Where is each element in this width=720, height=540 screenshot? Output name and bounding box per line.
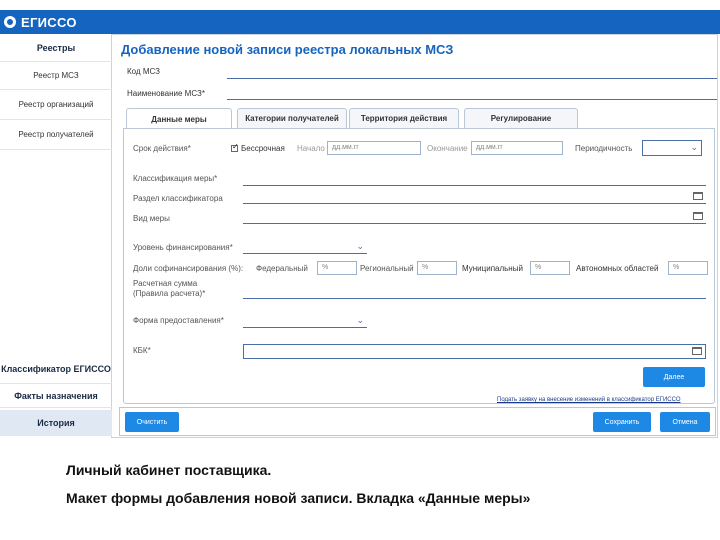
tab-regulation[interactable] xyxy=(464,108,578,128)
sidebar-item-organizations-registry[interactable] xyxy=(0,90,112,120)
sidebar-item-label: Классификатор ЕГИССО xyxy=(1,363,111,374)
regional-share-input[interactable] xyxy=(417,261,457,275)
chevron-down-icon: ⌄ xyxy=(356,241,364,251)
clear-button-label: Очистить xyxy=(136,418,168,426)
end-label: Окончание xyxy=(427,144,468,153)
classification-field[interactable] xyxy=(243,172,706,186)
next-button[interactable] xyxy=(643,367,705,387)
cancel-button-label: Отмена xyxy=(672,418,698,426)
percent-sign: % xyxy=(535,264,542,271)
list-icon[interactable] xyxy=(693,192,703,200)
next-button-label: Далее xyxy=(663,373,685,381)
term-label: Срок действия* xyxy=(133,144,191,153)
page-title: Добавление новой записи реестра локальных МСЗ xyxy=(121,42,454,57)
save-button[interactable] xyxy=(593,412,651,432)
sidebar-item-msz-registry[interactable] xyxy=(0,62,112,90)
logo-text: ЕГИССО xyxy=(21,14,77,30)
funding-level-select[interactable] xyxy=(243,240,367,254)
tab-label: Категории получателей xyxy=(245,114,339,123)
sidebar xyxy=(0,34,112,438)
save-button-label: Сохранить xyxy=(604,418,640,426)
start-date-placeholder: дд.мм.гг xyxy=(332,144,359,151)
sidebar-item-label: Реестр получателей xyxy=(18,130,94,139)
sidebar-item-label: История xyxy=(37,418,75,428)
autonomous-share-input[interactable] xyxy=(668,261,708,275)
calc-sum-field[interactable] xyxy=(243,285,706,299)
caption-line-1: Личный кабинет поставщика. xyxy=(66,462,272,478)
calc-sum-label: Расчетная сумма (Правила расчета)* xyxy=(133,279,206,298)
start-date-input[interactable] xyxy=(327,141,421,155)
chevron-down-icon: ⌄ xyxy=(690,142,698,152)
tab-label: Территория действия xyxy=(360,114,448,123)
federal-label: Федеральный xyxy=(256,264,308,273)
municipal-label: Муниципальный xyxy=(462,264,523,273)
cancel-button[interactable] xyxy=(660,412,710,432)
autonomous-label: Автономных областей xyxy=(576,264,659,273)
provision-form-select[interactable] xyxy=(243,314,367,328)
classifier-change-request-link[interactable]: Подать заявку на внесение изменений в классификатор ЕГИССО xyxy=(497,397,681,403)
app-logo[interactable] xyxy=(4,12,77,32)
classifier-section-label: Раздел классификатора xyxy=(133,194,223,203)
percent-sign: % xyxy=(673,264,680,271)
code-label: Код МСЗ xyxy=(127,67,161,76)
top-bar xyxy=(0,10,720,34)
tab-territory[interactable] xyxy=(349,108,459,128)
action-bar xyxy=(119,407,716,436)
sidebar-item-label: Реестры xyxy=(36,42,76,53)
periodicity-select[interactable] xyxy=(642,140,702,156)
sidebar-item-classifier[interactable] xyxy=(0,354,112,384)
indefinite-checkbox[interactable] xyxy=(231,145,238,152)
logo-icon xyxy=(4,16,16,28)
measure-type-field[interactable] xyxy=(243,210,706,224)
sidebar-item-recipients-registry[interactable] xyxy=(0,120,112,150)
tab-recipient-categories[interactable] xyxy=(237,108,347,128)
name-label: Наименование МСЗ* xyxy=(127,89,205,98)
indefinite-label: Бессрочная xyxy=(241,144,285,153)
start-label: Начало xyxy=(297,144,325,153)
percent-sign: % xyxy=(422,264,429,271)
list-icon[interactable] xyxy=(692,347,702,355)
clear-button[interactable] xyxy=(125,412,179,432)
end-date-placeholder: дд.мм.гг xyxy=(476,144,503,151)
provision-form-label: Форма предоставления* xyxy=(133,316,224,325)
sidebar-item-registries[interactable] xyxy=(0,34,112,62)
caption-line-2: Макет формы добавления новой записи. Вкладка «Данные меры» xyxy=(66,490,531,506)
tab-measure-data[interactable] xyxy=(126,108,232,129)
sidebar-item-label: Факты назначения xyxy=(14,390,98,401)
main-content xyxy=(113,34,718,438)
federal-share-input[interactable] xyxy=(317,261,357,275)
end-date-input[interactable] xyxy=(471,141,563,155)
sidebar-item-label: Реестр МСЗ xyxy=(33,71,79,80)
list-icon[interactable] xyxy=(693,212,703,220)
tab-label: Регулирование xyxy=(490,114,552,123)
chevron-down-icon: ⌄ xyxy=(356,315,364,325)
measure-type-label: Вид меры xyxy=(133,214,170,223)
kbk-label: КБК* xyxy=(133,346,151,355)
municipal-share-input[interactable] xyxy=(530,261,570,275)
code-input[interactable] xyxy=(227,65,717,79)
regional-label: Региональный xyxy=(360,264,414,273)
classification-label: Классификация меры* xyxy=(133,174,218,183)
sidebar-item-facts[interactable] xyxy=(0,384,112,408)
sidebar-item-history[interactable] xyxy=(0,410,112,436)
funding-level-label: Уровень финансирования* xyxy=(133,243,233,252)
periodicity-label: Периодичность xyxy=(575,144,633,153)
classifier-section-field[interactable] xyxy=(243,190,706,204)
percent-sign: % xyxy=(322,264,329,271)
tab-label: Данные меры xyxy=(151,114,207,124)
name-input[interactable] xyxy=(227,86,717,100)
sidebar-item-label: Реестр организаций xyxy=(18,100,94,109)
kbk-input[interactable] xyxy=(243,344,706,359)
cofinancing-label: Доли софинансирования (%): xyxy=(133,264,244,273)
